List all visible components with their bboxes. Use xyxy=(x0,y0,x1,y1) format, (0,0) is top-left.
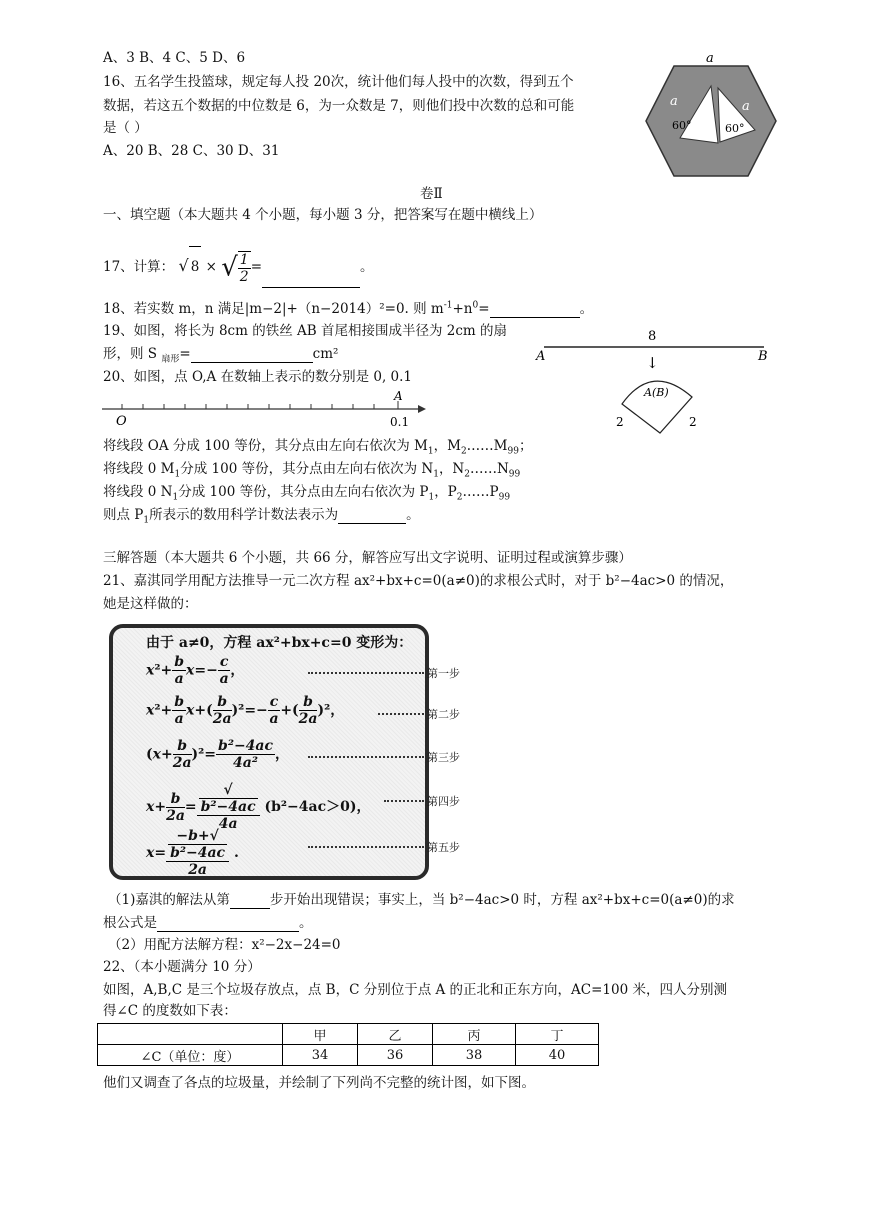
q20-l2s1: 1 xyxy=(427,446,434,457)
q18-blank xyxy=(490,303,580,318)
step1-leader xyxy=(308,672,424,674)
q20-l3s3: 2 xyxy=(464,469,470,480)
table-header-cell: 甲 xyxy=(283,1024,358,1045)
q20-l3s1: 1 xyxy=(174,469,181,480)
step5-leader xyxy=(308,846,424,848)
table-header-cell xyxy=(98,1024,283,1045)
q19-unit: cm² xyxy=(312,346,339,362)
q20-line2 xyxy=(103,437,532,455)
q19-line1: 19、如图，将长为 8cm 的铁丝 AB 首尾相接围成半径为 2cm 的扇 xyxy=(103,323,507,339)
table-header-cell: 丁 xyxy=(516,1024,599,1045)
hex-top-label: a xyxy=(706,51,714,66)
fig19-r1: 2 xyxy=(616,415,624,429)
q20-l3d: ……N xyxy=(469,461,509,477)
q17-blank xyxy=(262,273,360,288)
table-header-row xyxy=(98,1024,599,1045)
q21-sub1end: 。 xyxy=(299,915,313,931)
q18 xyxy=(103,300,593,318)
hex-angle-left: 60° xyxy=(672,119,692,132)
eq-step5: x= −b+√ b²−4ac 2a . xyxy=(146,828,239,878)
step1-label: 第一步 xyxy=(427,667,460,680)
hexagon-figure xyxy=(640,50,780,182)
step3-label: 第三步 xyxy=(427,751,460,764)
hex-right-label: a xyxy=(742,99,750,114)
q17-times: × xyxy=(205,259,217,275)
q19-line2 xyxy=(103,345,338,363)
q16-line1: 16、五名学生投篮球，规定每人投 20次，统计他们每人投中的次数，得到五个 xyxy=(103,74,574,90)
q21-sub1b: 步开始出现错误；事实上，当 b²−4ac>0 时，方程 ax²+bx+c=0(a≠0)的求 xyxy=(269,892,735,908)
q18-end: 。 xyxy=(579,301,594,317)
q20-l3s2: 1 xyxy=(433,469,439,480)
eq-step4: x+ $\frac{b}{2a}$ = √ b²−4ac 4a (b²−4ac＞0)， xyxy=(146,782,371,832)
q20-line4 xyxy=(103,483,510,501)
step2-leader xyxy=(378,713,424,715)
q20-line1: 20、如图，点 O,A 在数轴上表示的数分别是 0, 0.1 xyxy=(103,369,413,385)
q20-l4a: 将线段 0 N xyxy=(103,484,173,500)
q20-l4d: ……P xyxy=(462,484,499,500)
fig19-B: B xyxy=(758,349,768,364)
q20-l3c: ，N xyxy=(438,461,465,477)
step4-leader xyxy=(384,800,424,802)
q21-line2: 她是这样做的： xyxy=(103,596,198,612)
q20-l2s2: 2 xyxy=(460,446,467,457)
fig19-length: 8 xyxy=(648,329,657,344)
q20-end: 。 xyxy=(406,507,420,523)
q21-sub1-line2 xyxy=(103,914,313,932)
table-header-cell: 乙 xyxy=(358,1024,433,1045)
q20-l3b: 分成 100 等份，其分点由左向右依次为 N xyxy=(180,461,434,477)
table-row-label: ∠C（单位：度） xyxy=(98,1045,283,1066)
q20-l3a: 将线段 0 M xyxy=(103,461,175,477)
step2-label: 第二步 xyxy=(427,708,460,721)
q17: 17、计算： √ 8 × √ $\frac{1}{2}$ = 。 xyxy=(103,246,374,286)
q22-title: 22、（本小题满分 10 分） xyxy=(103,959,261,975)
fig19-r2: 2 xyxy=(689,415,697,429)
q21-sub1 xyxy=(108,891,735,909)
fig19-arrow: ↓ xyxy=(646,354,659,372)
q21-formula-blank xyxy=(157,917,299,932)
step5-label: 第五步 xyxy=(427,841,460,854)
q17-frac-num: 1 xyxy=(239,251,249,268)
number-line xyxy=(100,388,430,432)
q20-line3 xyxy=(103,460,520,478)
q22-after: 他们又调查了各点的垃圾量，并绘制了下列尚不完整的统计图，如下图。 xyxy=(103,1075,535,1091)
q21-step-blank xyxy=(230,894,270,909)
q20-line5 xyxy=(103,506,420,524)
q21-sub1a: （1)嘉淇的解法从第 xyxy=(108,892,230,908)
q16-line3: 是（ ） xyxy=(103,120,148,136)
eq-step1: x²+ $\frac{b}{a}$ x=− $\frac{c}{a}$ ， xyxy=(146,654,245,687)
table-header-cell: 丙 xyxy=(433,1024,516,1045)
q20-l2b: ，M xyxy=(433,438,461,454)
q20-l4s3: 2 xyxy=(456,492,463,503)
q17-prefix: 17、计算： xyxy=(103,259,175,275)
q18-eq: = xyxy=(478,301,490,317)
q20-l4b: 分成 100 等份，其分点由左向右依次为 P xyxy=(178,484,429,500)
axis-value: 0.1 xyxy=(390,415,410,429)
q19-sub: 扇形 xyxy=(161,354,180,365)
q16-line2: 数据，若这五个数据的中位数是 6，为一众数是 7，则他们投中次数的总和可能 xyxy=(103,98,575,114)
q20-l2a: 将线段 OA 分成 100 等份，其分点由左向右依次为 M xyxy=(103,438,428,454)
q20-l2d: ； xyxy=(518,438,533,454)
q20-blank xyxy=(338,509,406,524)
q17-end: 。 xyxy=(360,259,374,275)
q19-blank xyxy=(191,348,313,363)
q20-l5a: 则点 P xyxy=(103,507,144,523)
q17-frac-den: 2 xyxy=(239,268,249,285)
q19-s-label: 形，则 S xyxy=(103,346,162,362)
q20-l3s4: 99 xyxy=(508,469,521,480)
q22-line1: 如图，A,B,C 是三个垃圾存放点，点 B，C 分别位于点 A 的正北和正东方向，AC=100 米，四人分别测 xyxy=(103,982,727,998)
q16-options: A、20 B、28 C、30 D、31 xyxy=(103,143,280,159)
q18-mid: +n xyxy=(452,301,473,317)
table-cell: 38 xyxy=(433,1045,516,1066)
fig19-sector-label: A(B) xyxy=(644,386,669,399)
q20-l4s1: 1 xyxy=(172,492,179,503)
section3-heading: 三解答题（本大题共 6 个小题，共 66 分，解答应写出文字说明、证明过程或演算步骤） xyxy=(103,550,632,566)
wire-sector-figure xyxy=(532,322,777,440)
q18-text: 18、若实数 m，n 满足|m−2|+（n−2014）²=0. 则 m xyxy=(103,301,444,317)
q19-eq: = xyxy=(179,346,191,362)
q21-sub1c: 根公式是 xyxy=(103,915,157,931)
eq-step2: x²+ $\frac{b}{a}$ x+( $\frac{b}{2a}$ )²=− $\frac{c}{a}$ +( $\frac{b}{2a}$ )²， xyxy=(146,694,345,727)
q21-line1: 21、嘉淇同学用配方法推导一元二次方程 ax²+bx+c=0(a≠0)的求根公式时，对于 b²−4ac>0 的情况， xyxy=(103,573,734,589)
q20-l2s3: 99 xyxy=(507,446,519,457)
hex-left-label: a xyxy=(670,94,678,109)
q20-l4c: ，P xyxy=(434,484,457,500)
axis-A: A xyxy=(394,389,403,403)
angle-table xyxy=(97,1023,599,1066)
fig19-A: A xyxy=(536,349,546,364)
fill-heading: 一、填空题（本大题共 4 个小题，每小题 3 分，把答案写在题中横线上） xyxy=(103,207,543,223)
q17-root1: 8 xyxy=(189,246,202,287)
table-cell: 36 xyxy=(358,1045,433,1066)
q20-l5b: 所表示的数用科学计数法表示为 xyxy=(149,507,339,523)
table-row xyxy=(98,1045,599,1066)
q17-eq: = xyxy=(250,259,262,275)
q20-l5s1: 1 xyxy=(143,515,150,526)
q18-sup2: 0 xyxy=(472,300,479,311)
section2-title: 卷Ⅱ xyxy=(420,186,443,202)
eq-step3: (x+ $\frac{b}{2a}$ )²= $\frac{\text{b²−4ac}}{\text{4a²}}$ ， xyxy=(146,738,290,771)
table-cell: 34 xyxy=(283,1045,358,1066)
step3-leader xyxy=(308,756,424,758)
q20-l2c: ……M xyxy=(466,438,508,454)
hex-angle-right: 60° xyxy=(725,122,745,135)
q20-l4s4: 99 xyxy=(498,492,511,503)
q22-line2: 得∠C 的度数如下表： xyxy=(103,1003,237,1019)
axis-O: O xyxy=(116,414,127,429)
table-cell: 40 xyxy=(516,1045,599,1066)
q15-options: A、3 B、4 C、5 D、6 xyxy=(103,50,246,66)
box-intro: 由于 a≠0，方程 ax²+bx+c=0 变形为： xyxy=(146,635,413,651)
step4-label: 第四步 xyxy=(427,795,460,808)
q18-sup1: -1 xyxy=(443,300,453,311)
q21-sub2: （2）用配方法解方程：x²−2x−24=0 xyxy=(108,937,341,953)
q20-l4s2: 1 xyxy=(428,492,435,503)
